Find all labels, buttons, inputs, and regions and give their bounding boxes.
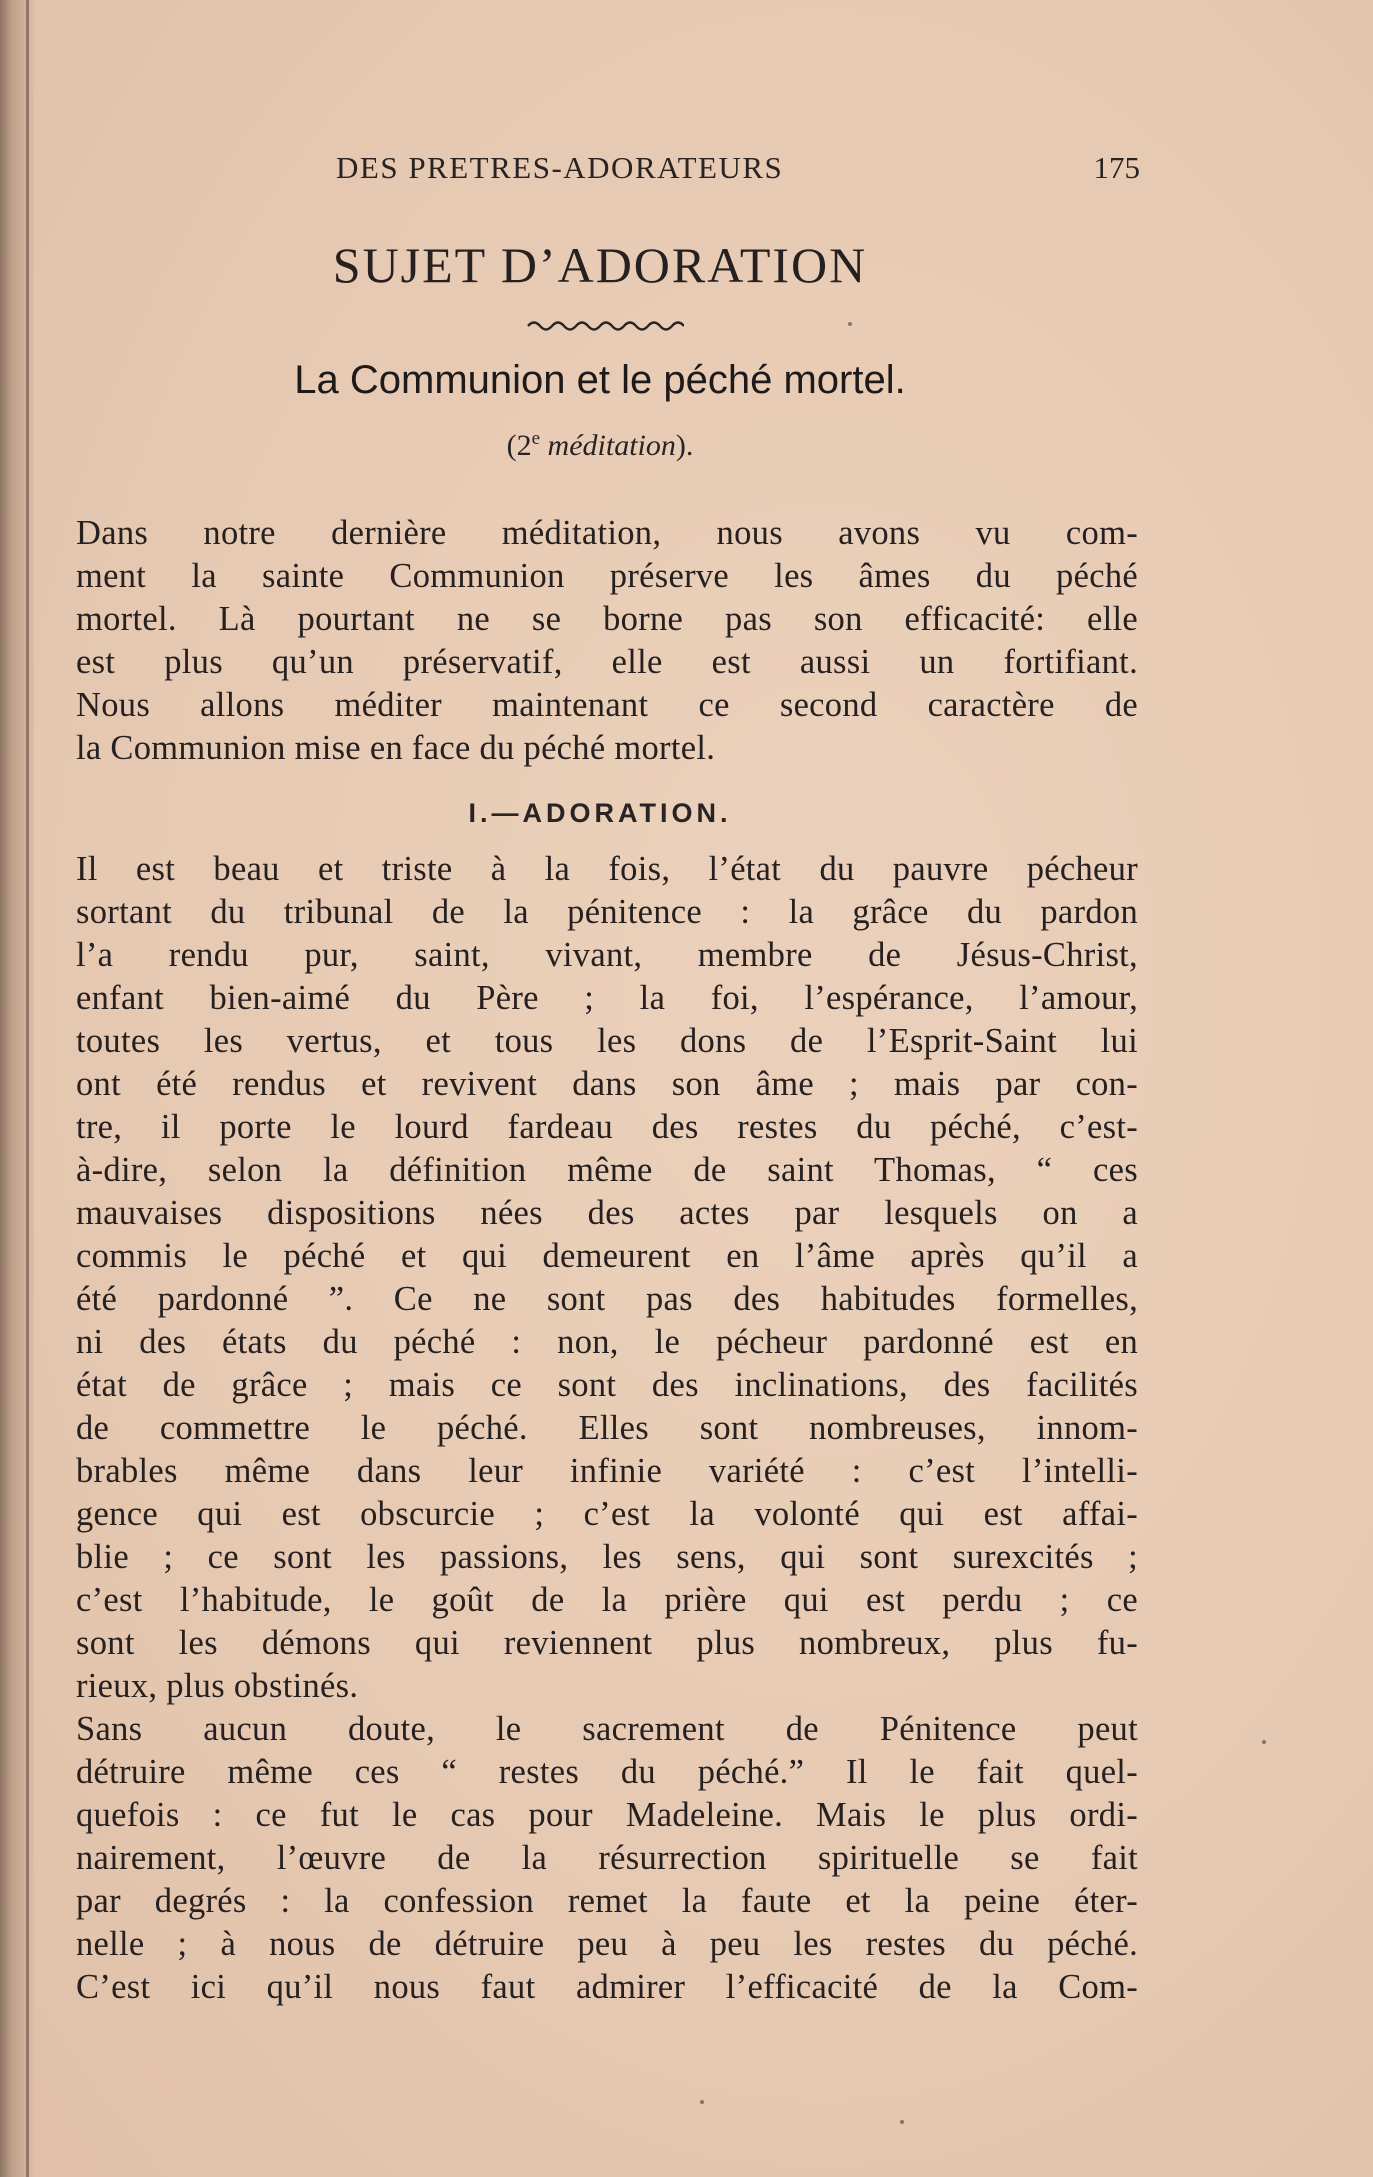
paragraph-penitence [76, 1708, 1138, 2009]
meditation-word: méditation [547, 429, 676, 462]
text-line: sont les démons qui reviennent plus nombreux, plus fu- [76, 1624, 1138, 1662]
paper-speck [848, 322, 852, 326]
text-line: quefois : ce fut le cas pour Madeleine. Mais le plus ordi- [76, 1796, 1138, 1834]
text-line: état de grâce ; mais ce sont des inclinations, des facilités [76, 1366, 1138, 1404]
text-line: blie ; ce sont les passions, les sens, qui sont surexcités ; [76, 1538, 1138, 1576]
binding-gutter-line [26, 0, 29, 2177]
text-line: de commettre le péché. Elles sont nombreuses, innom- [76, 1409, 1138, 1447]
running-head [80, 150, 1140, 194]
title-ornament [524, 314, 684, 336]
text-line: ment la sainte Communion préserve les âmes du péché [76, 557, 1138, 595]
text-line: est plus qu’un préservatif, elle est aussi un fortifiant. [76, 643, 1138, 681]
meditation-open: (2 [506, 429, 532, 462]
meditation-ordinal-suffix: e [531, 428, 541, 449]
text-line: enfant bien-aimé du Père ; la foi, l’espérance, l’amour, [76, 979, 1138, 1017]
text-line: c’est l’habitude, le goût de la prière qui est perdu ; ce [76, 1581, 1138, 1619]
text-line: gence qui est obscurcie ; c’est la volonté qui est affai- [76, 1495, 1138, 1533]
text-line: sortant du tribunal de la pénitence : la grâce du pardon [76, 893, 1138, 931]
text-line: tre, il porte le lourd fardeau des restes du péché, c’est- [76, 1108, 1138, 1146]
text-line: Dans notre dernière méditation, nous avons vu com- [76, 514, 1138, 552]
page-number: 175 [1093, 150, 1140, 185]
running-head-title: DES PRETRES-ADORATEURS [336, 150, 784, 185]
text-line: l’a rendu pur, saint, vivant, membre de Jésus-Christ, [76, 936, 1138, 974]
paragraph-introduction [76, 512, 1138, 770]
main-title: SUJET D’ADORATION [332, 237, 868, 293]
text-line: à-dire, selon la définition même de saint Thomas, “ ces [76, 1151, 1138, 1189]
text-line: détruire même ces “ restes du péché.” Il le fait quel- [76, 1753, 1138, 1791]
text-line: nairement, l’œuvre de la résurrection spirituelle se fait [76, 1839, 1138, 1877]
text-line: C’est ici qu’il nous faut admirer l’efficacité de la Com- [76, 1968, 1138, 2006]
text-line: Nous allons méditer maintenant ce second caractère de [76, 686, 1138, 724]
text-line: ni des états du péché : non, le pécheur pardonné est en [76, 1323, 1138, 1361]
section-heading: I.—ADORATION. [468, 798, 732, 828]
text-line: ont été rendus et revivent dans son âme ; mais par con- [76, 1065, 1138, 1103]
text-line: la Communion mise en face du péché mortel. [76, 729, 716, 767]
text-line: Sans aucun doute, le sacrement de Pénitence peut [76, 1710, 1138, 1748]
paragraph-adoration [76, 848, 1138, 1708]
text-line: mortel. Là pourtant ne se borne pas son efficacité: elle [76, 600, 1138, 638]
chapter-subtitle: La Communion et le péché mortel. [294, 358, 906, 402]
text-line: par degrés : la confession remet la faute et la peine éter- [76, 1882, 1138, 1920]
text-line: mauvaises dispositions nées des actes par lesquels on a [76, 1194, 1138, 1232]
paper-speck [900, 2120, 904, 2124]
meditation-close: ). [675, 429, 694, 462]
text-line: brables même dans leur infinie variété : c’est l’intelli- [76, 1452, 1138, 1490]
text-line: commis le péché et qui demeurent en l’âme après qu’il a [76, 1237, 1138, 1275]
paper-speck [700, 2100, 704, 2104]
paper-speck [1262, 1740, 1266, 1744]
text-line: nelle ; à nous de détruire peu à peu les restes du péché. [76, 1925, 1138, 1963]
text-line: été pardonné ”. Ce ne sont pas des habitudes formelles, [76, 1280, 1138, 1318]
meditation-note [0, 428, 1200, 463]
text-line: Il est beau et triste à la fois, l’état du pauvre pécheur [76, 850, 1138, 888]
text-line: rieux, plus obstinés. [76, 1667, 359, 1705]
text-line: toutes les vertus, et tous les dons de l’Esprit-Saint lui [76, 1022, 1138, 1060]
